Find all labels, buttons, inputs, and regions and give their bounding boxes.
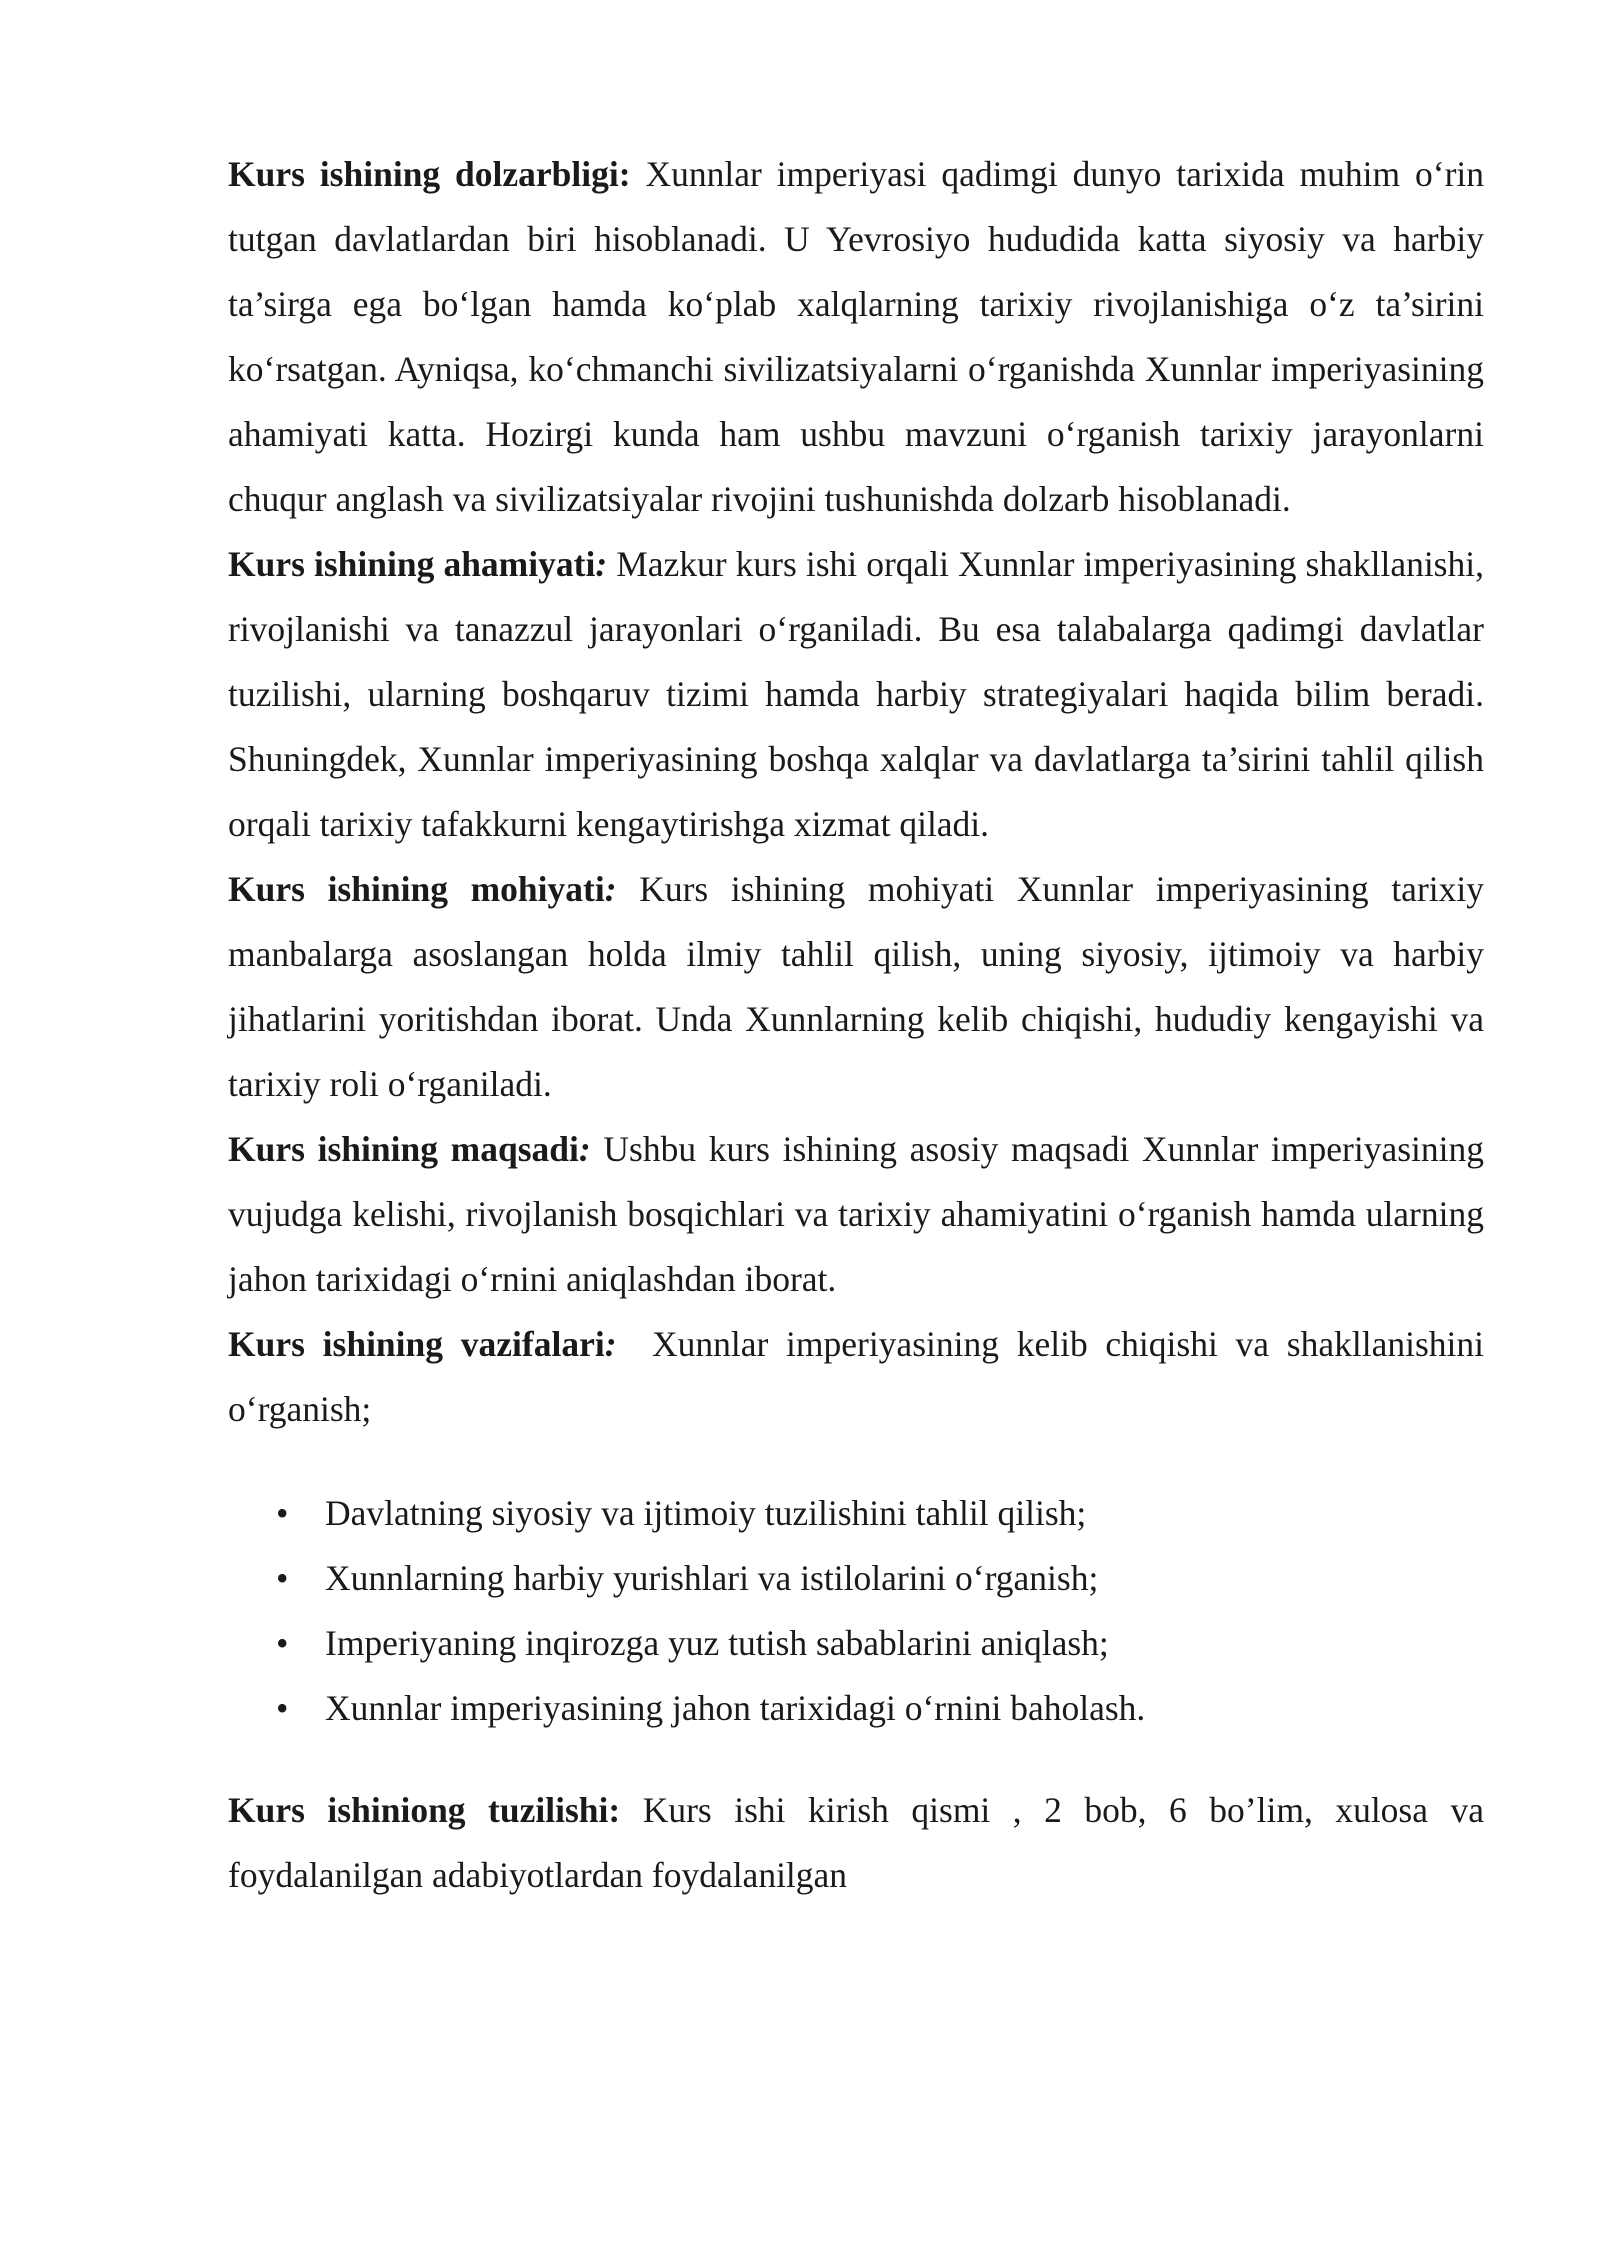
list-item: [228, 1546, 1484, 1611]
list-item-text: Davlatning siyosiy va ijtimoiy tuzilishini tahlil qilish;: [325, 1493, 1087, 1533]
heading-vazifalari: Kurs ishining vazifalari: [228, 1324, 605, 1364]
colon-maqsadi: :: [578, 1129, 591, 1169]
bullet-icon: •: [276, 1688, 289, 1728]
bullet-icon: •: [276, 1623, 289, 1663]
paragraph-dolzarbligi: [228, 142, 1484, 532]
text-tuzilishi: Kurs ishi kirish qismi , 2 bob, 6 bo’lim, xulosa va foydalanilgan adabiyotlardan foydalanilgan: [228, 1790, 1485, 1895]
paragraph-maqsadi: [228, 1117, 1484, 1312]
bullet-icon: •: [276, 1558, 289, 1598]
colon-vazifalari: :: [604, 1324, 617, 1364]
colon-ahamiyati: :: [595, 544, 608, 584]
bullet-icon: •: [276, 1493, 289, 1533]
heading-maqsadi: Kurs ishining maqsadi: [228, 1129, 579, 1169]
paragraph-tuzilishi: [228, 1778, 1484, 1908]
colon-mohiyati: :: [604, 869, 617, 909]
list-item-text: Xunnlar imperiyasining jahon tarixidagi o‘rnini baholash.: [325, 1688, 1146, 1728]
list-item-text: Imperiyaning inqirozga yuz tutish sabablarini aniqlash;: [325, 1623, 1109, 1663]
text-mohiyati: Kurs ishining mohiyati Xunnlar imperiyasining tarixiy manbalarga asoslangan holda ilmiy tahlil qilish, uning siyosiy, ijtimoiy va harbiy jihatlarini yoritishdan iborat. Unda Xunnlarning kelib chiqishi, hududiy kengayishi va tarixiy roli o‘rganiladi.: [228, 869, 1484, 1104]
paragraph-ahamiyati: [228, 532, 1484, 857]
heading-mohiyati: Kurs ishining mohiyati: [228, 869, 605, 909]
heading-dolzarbligi: Kurs ishining dolzarbligi:: [228, 154, 631, 194]
heading-tuzilishi: Kurs ishiniong tuzilishi:: [228, 1790, 621, 1830]
text-maqsadi: Ushbu kurs ishining asosiy maqsadi Xunnlar imperiyasining vujudga kelishi, rivojlanish bosqichlari va tarixiy ahamiyatini o‘rganish hamda ularning jahon tarixidagi o‘rnini aniqlashdan iborat.: [228, 1129, 1484, 1299]
task-list: [228, 1481, 1484, 1741]
list-item-text: Xunnlarning harbiy yurishlari va istilolarini o‘rganish;: [325, 1558, 1099, 1598]
list-item: [228, 1611, 1484, 1676]
text-vazifalari: Xunnlar imperiyasining kelib chiqishi va shakllanishini o‘rganish;: [228, 1324, 1493, 1429]
heading-ahamiyati: Kurs ishining ahamiyati: [228, 544, 596, 584]
document-body: [228, 142, 1493, 1908]
list-item: [228, 1676, 1484, 1741]
text-dolzarbligi: Xunnlar imperiyasi qadimgi dunyo tarixida muhim o‘rin tutgan davlatlardan biri hisoblanadi. U Yevrosiyo hududida katta siyosiy va harbiy ta’sirga ega bo‘lgan hamda ko‘plab xalqlarning tarixiy rivojlanishiga o‘z ta’sirini ko‘rsatgan. Ayniqsa, ko‘chmanchi sivilizatsiyalarni o‘rganishda Xunnlar imperiyasining ahamiyati katta. Hozirgi kunda ham ushbu mavzuni o‘rganish tarixiy jarayonlarni chuqur anglash va sivilizatsiyalar rivojini tushunishda dolzarb hisoblanadi.: [228, 154, 1485, 519]
text-ahamiyati: Mazkur kurs ishi orqali Xunnlar imperiyasining shakllanishi, rivojlanishi va tanazzul jarayonlari o‘rganiladi. Bu esa talabalarga qadimgi davlatlar tuzilishi, ularning boshqaruv tizimi hamda harbiy strategiyalari haqida bilim beradi. Shuningdek, Xunnlar imperiyasining boshqa xalqlar va davlatlarga ta’sirini tahlil qilish orqali tarixiy tafakkurni kengaytirishga xizmat qiladi.: [228, 544, 1484, 844]
paragraph-vazifalari: [228, 1312, 1493, 1442]
list-item: [228, 1481, 1484, 1546]
paragraph-mohiyati: [228, 857, 1484, 1117]
